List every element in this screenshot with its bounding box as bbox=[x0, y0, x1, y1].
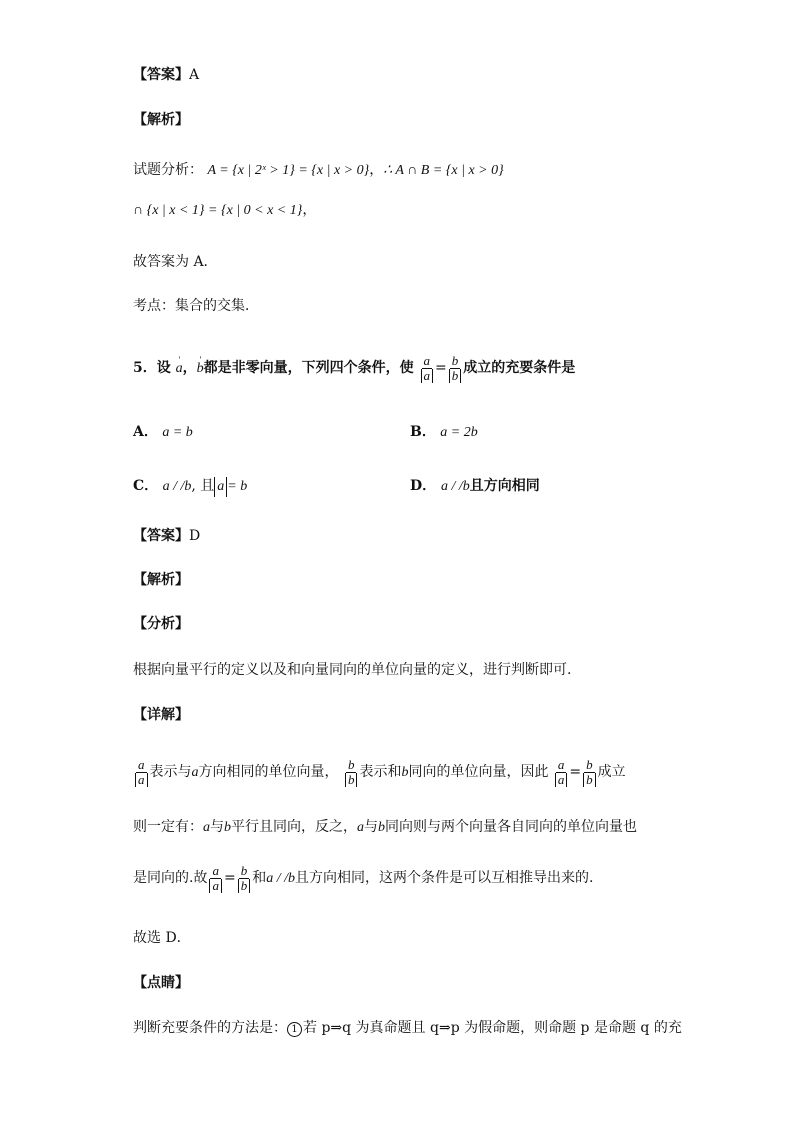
option-c-expression-2: = b bbox=[227, 479, 248, 494]
fraction-denominator: a bbox=[135, 773, 148, 787]
answer-value: A bbox=[189, 67, 200, 83]
option-c-abs-a: a bbox=[214, 477, 227, 497]
fraction-numerator: b bbox=[240, 862, 248, 878]
option-b-label: B． bbox=[410, 424, 436, 440]
answer-value: D bbox=[189, 528, 201, 544]
option-a-expression: a = b bbox=[162, 425, 193, 440]
equals-sign: = bbox=[223, 870, 236, 886]
question-5-stem bbox=[133, 348, 575, 388]
fraction-numerator: a bbox=[212, 862, 219, 878]
vector-b: b bbox=[401, 765, 409, 780]
detail-text: 是同向的.故 bbox=[133, 870, 208, 886]
answer-tag: 【答案】 bbox=[133, 67, 189, 83]
fraction-numerator: b bbox=[451, 352, 459, 368]
analysis-prefix: 试题分析： bbox=[133, 162, 203, 178]
kaodian-q4: 考点：集合的交集． bbox=[133, 298, 259, 314]
intersection-expression: ∴ A ∩ B = {x | x > 0} bbox=[383, 163, 504, 178]
vector-b: ' b bbox=[197, 349, 204, 389]
option-d-text: 且方向相同 bbox=[469, 478, 540, 494]
conclusion-q4: 故答案为 A． bbox=[133, 254, 218, 270]
vector-a: a bbox=[191, 765, 199, 780]
fraction-numerator: b bbox=[347, 756, 355, 772]
fraction-numerator: b bbox=[586, 756, 593, 772]
fenxi-tag: 【分析】 bbox=[133, 616, 189, 632]
option-c[interactable] bbox=[133, 476, 247, 497]
answer-line-q4 bbox=[133, 65, 199, 85]
unit-vector-a-fraction bbox=[209, 864, 222, 893]
detail-text: 与 bbox=[210, 819, 224, 835]
unit-vector-a-fraction bbox=[135, 758, 148, 787]
fraction-denominator: a bbox=[421, 369, 434, 383]
choose-line: 故选 D． bbox=[133, 930, 191, 946]
dianjing-text-1: 判断充要条件的方法是： bbox=[133, 1020, 287, 1036]
answer-tag: 【答案】 bbox=[133, 528, 189, 544]
vector-b: b bbox=[378, 820, 385, 835]
detail-tag: 【详解】 bbox=[133, 707, 189, 723]
unit-vector-a-fraction bbox=[555, 758, 568, 787]
detail-text: 表示和 bbox=[359, 764, 402, 780]
detail-text: 成立 bbox=[597, 764, 626, 780]
unit-vector-b-fraction bbox=[345, 758, 358, 787]
equals-sign: = bbox=[435, 360, 447, 376]
unit-vector-b-fraction bbox=[449, 354, 462, 383]
option-d-label: D． bbox=[410, 478, 437, 494]
dianjing-text bbox=[133, 1018, 682, 1038]
dianjing-tag: 【点睛】 bbox=[133, 975, 189, 991]
fraction-denominator: a bbox=[555, 773, 568, 787]
fraction-denominator: b bbox=[449, 369, 462, 383]
detail-text: 则一定有： bbox=[133, 819, 203, 835]
detail-text: 表示与 bbox=[149, 764, 192, 780]
fraction-numerator: a bbox=[557, 756, 565, 772]
detail-text: 同向的单位向量，因此 bbox=[408, 764, 549, 780]
analysis-tag-q5: 【解析】 bbox=[133, 572, 189, 588]
vector-b: b bbox=[224, 820, 231, 835]
equals-sign: = bbox=[569, 764, 582, 780]
option-b[interactable] bbox=[410, 422, 478, 443]
unit-vector-b-fraction bbox=[238, 864, 251, 893]
fenxi-text: 根据向量平行的定义以及和向量同向的单位向量的定义，进行判断即可. bbox=[133, 662, 572, 678]
comma: ， bbox=[182, 360, 197, 376]
stem-text-2: 都是非零向量，下列四个条件，使 bbox=[203, 360, 414, 376]
question-number: 5． bbox=[133, 360, 157, 376]
fraction-denominator: b bbox=[345, 773, 358, 787]
fraction-denominator: b bbox=[238, 879, 251, 893]
stem-text-3: 成立的充要条件是 bbox=[463, 360, 576, 376]
analysis-tag-q4: 【解析】 bbox=[133, 112, 189, 128]
vector-a: ' a bbox=[176, 349, 183, 389]
detail-text: 且方向相同，这两个条件是可以互相推导出来的. bbox=[294, 870, 594, 886]
detail-text: 同向则与两个向量各自同向的单位向量也 bbox=[385, 819, 637, 835]
analysis-line-2 bbox=[133, 200, 316, 221]
dianjing-text-2: 若 p⇒q 为真命题且 q⇒p 为假命题，则命题 p 是命题 q 的充 bbox=[303, 1020, 682, 1036]
set-a-expression: A = {x | 2ˣ > 1} = {x | x > 0} bbox=[207, 163, 370, 178]
option-c-expression-1: a / /b bbox=[162, 479, 192, 494]
option-a-label: A． bbox=[133, 424, 158, 440]
detail-text: 和 bbox=[252, 870, 267, 886]
detail-line-3 bbox=[133, 858, 593, 898]
intersection-result: ∩ {x | x < 1} = {x | 0 < x < 1} bbox=[133, 203, 303, 218]
option-c-label: C． bbox=[133, 478, 159, 494]
option-d-expression: a / /b bbox=[441, 479, 470, 494]
detail-line-2 bbox=[133, 817, 637, 838]
fraction-numerator: a bbox=[423, 352, 430, 368]
detail-text: 与 bbox=[364, 819, 378, 835]
separator: ， bbox=[369, 162, 384, 178]
detail-text: 方向相同的单位向量， bbox=[198, 764, 339, 780]
detail-text: 平行且同向，反之， bbox=[231, 819, 357, 835]
option-c-and: , 且 bbox=[191, 478, 215, 494]
stem-text-1: 设 bbox=[156, 360, 171, 376]
unit-vector-a-fraction bbox=[421, 354, 434, 383]
detail-line-1 bbox=[133, 752, 626, 792]
circled-number: 1 bbox=[287, 1022, 302, 1037]
fraction-denominator: a bbox=[209, 879, 222, 893]
parallel-expression: a / /b bbox=[266, 871, 295, 886]
vector-a: a bbox=[203, 820, 210, 835]
fraction-numerator: a bbox=[138, 756, 145, 772]
option-a[interactable] bbox=[133, 422, 193, 443]
unit-vector-b-fraction bbox=[583, 758, 596, 787]
fraction-denominator: b bbox=[583, 773, 596, 787]
option-d[interactable] bbox=[410, 476, 540, 497]
option-b-expression: a = 2b bbox=[440, 425, 478, 440]
vector-a: a bbox=[357, 820, 364, 835]
analysis-line-1 bbox=[133, 160, 504, 181]
answer-line-q5 bbox=[133, 526, 200, 546]
line-end: ， bbox=[302, 202, 317, 218]
